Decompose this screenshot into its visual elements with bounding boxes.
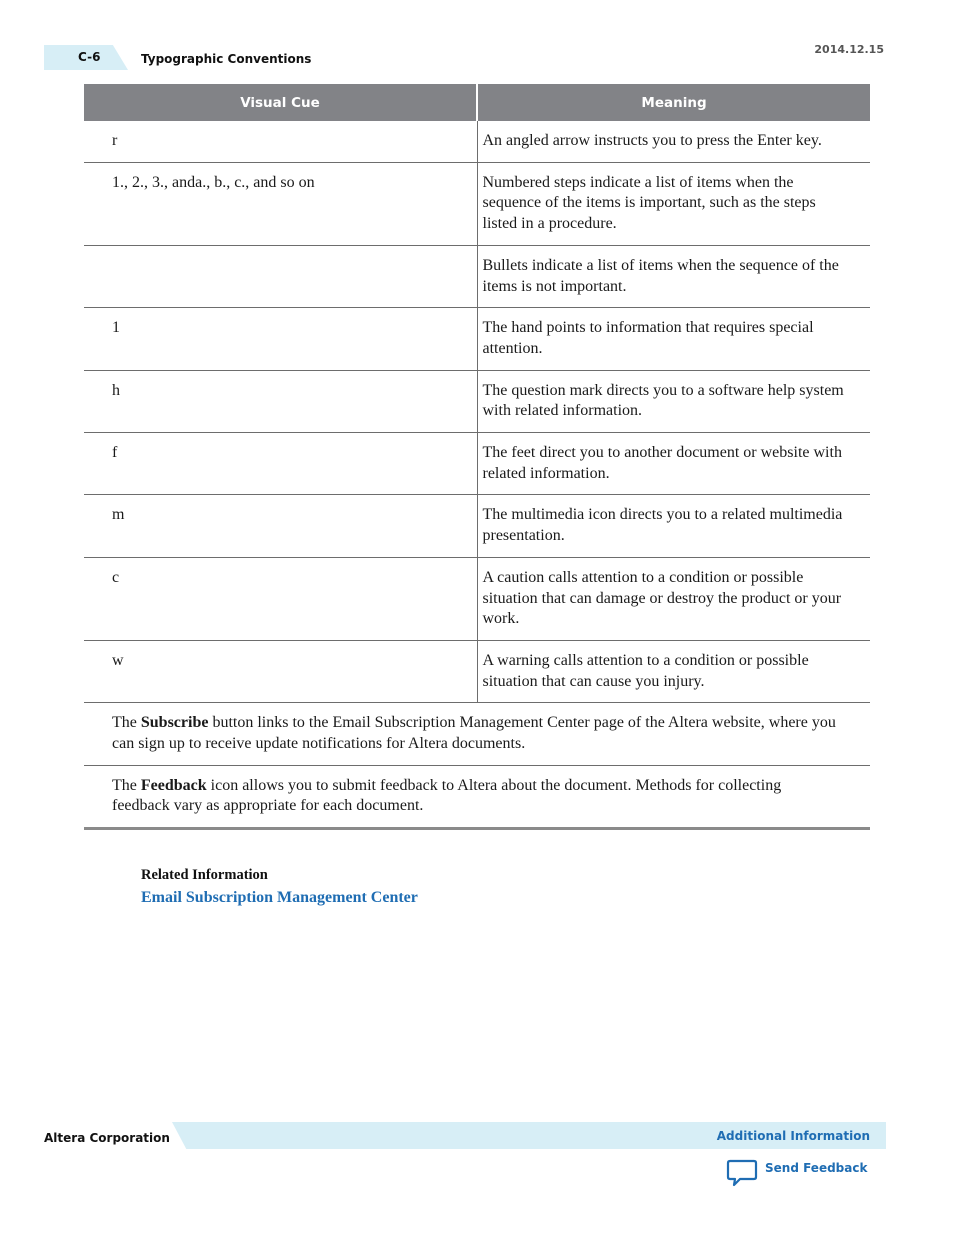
table-row: [84, 370, 870, 432]
visual-cue-cell: m: [84, 495, 477, 557]
column-header-visual-cue: Visual Cue: [84, 84, 477, 121]
meaning-cell: The multimedia icon directs you to a related multimedia presentation.: [477, 495, 870, 557]
footer-company: Altera Corporation: [44, 1131, 170, 1145]
feedback-suffix: icon allows you to submit feedback to Altera about the document. Methods for collecting feedback vary as appropriate for each document.: [112, 776, 782, 815]
meaning-cell: The question mark directs you to a software help system with related information.: [477, 370, 870, 432]
table-row: [84, 308, 870, 370]
visual-cue-cell: f: [84, 433, 477, 495]
conventions-table: [84, 84, 870, 830]
meaning-cell: The feet direct you to another document or website with related information.: [477, 433, 870, 495]
document-date: 2014.12.15: [814, 43, 884, 56]
table-row: [84, 557, 870, 640]
visual-cue-cell: r: [84, 121, 477, 162]
page-number: C-6: [78, 50, 101, 64]
speech-bubble-icon: [726, 1159, 758, 1187]
table-row: [84, 433, 870, 495]
table-header-row: [84, 84, 870, 121]
feedback-row: [84, 765, 870, 828]
visual-cue-cell: w: [84, 640, 477, 702]
visual-cue-cell: 1., 2., 3., anda., b., c., and so on: [84, 162, 477, 245]
subscribe-keyword: Subscribe: [140, 714, 209, 732]
send-feedback-label: Send Feedback: [765, 1161, 868, 1175]
feedback-prefix: The: [112, 776, 141, 794]
meaning-cell: A warning calls attention to a condition or possible situation that can cause you injury.: [477, 640, 870, 702]
visual-cue-cell: 1: [84, 308, 477, 370]
column-header-meaning: Meaning: [477, 84, 870, 121]
visual-cue-cell: c: [84, 557, 477, 640]
subscribe-row: [84, 703, 870, 765]
feedback-keyword: Feedback: [140, 776, 207, 794]
feedback-description: [84, 765, 870, 828]
table-row: [84, 121, 870, 162]
table-row: [84, 495, 870, 557]
related-information-heading: Related Information: [141, 867, 268, 883]
subscribe-suffix: button links to the Email Subscription Management Center page of the Altera website, where you can sign up to receive update notifications for Altera documents.: [112, 714, 836, 753]
footer-section-link[interactable]: Additional Information: [716, 1129, 870, 1143]
meaning-cell: Bullets indicate a list of items when the sequence of the items is not important.: [477, 245, 870, 307]
subscribe-description: [84, 703, 870, 765]
section-title: Typographic Conventions: [141, 52, 312, 66]
subscribe-prefix: The: [112, 714, 141, 732]
visual-cue-cell: h: [84, 370, 477, 432]
table-row: [84, 245, 870, 307]
table-row: [84, 640, 870, 702]
send-feedback-button[interactable]: [726, 1159, 867, 1187]
meaning-cell: A caution calls attention to a condition or possible situation that can damage or destroy the product or your work.: [477, 557, 870, 640]
meaning-cell: The hand points to information that requires special attention.: [477, 308, 870, 370]
visual-cue-cell: [84, 245, 477, 307]
table-row: [84, 162, 870, 245]
email-subscription-link[interactable]: Email Subscription Management Center: [141, 889, 418, 906]
meaning-cell: Numbered steps indicate a list of items when the sequence of the items is important, such as the steps listed in a procedure.: [477, 162, 870, 245]
meaning-cell: An angled arrow instructs you to press the Enter key.: [477, 121, 870, 162]
